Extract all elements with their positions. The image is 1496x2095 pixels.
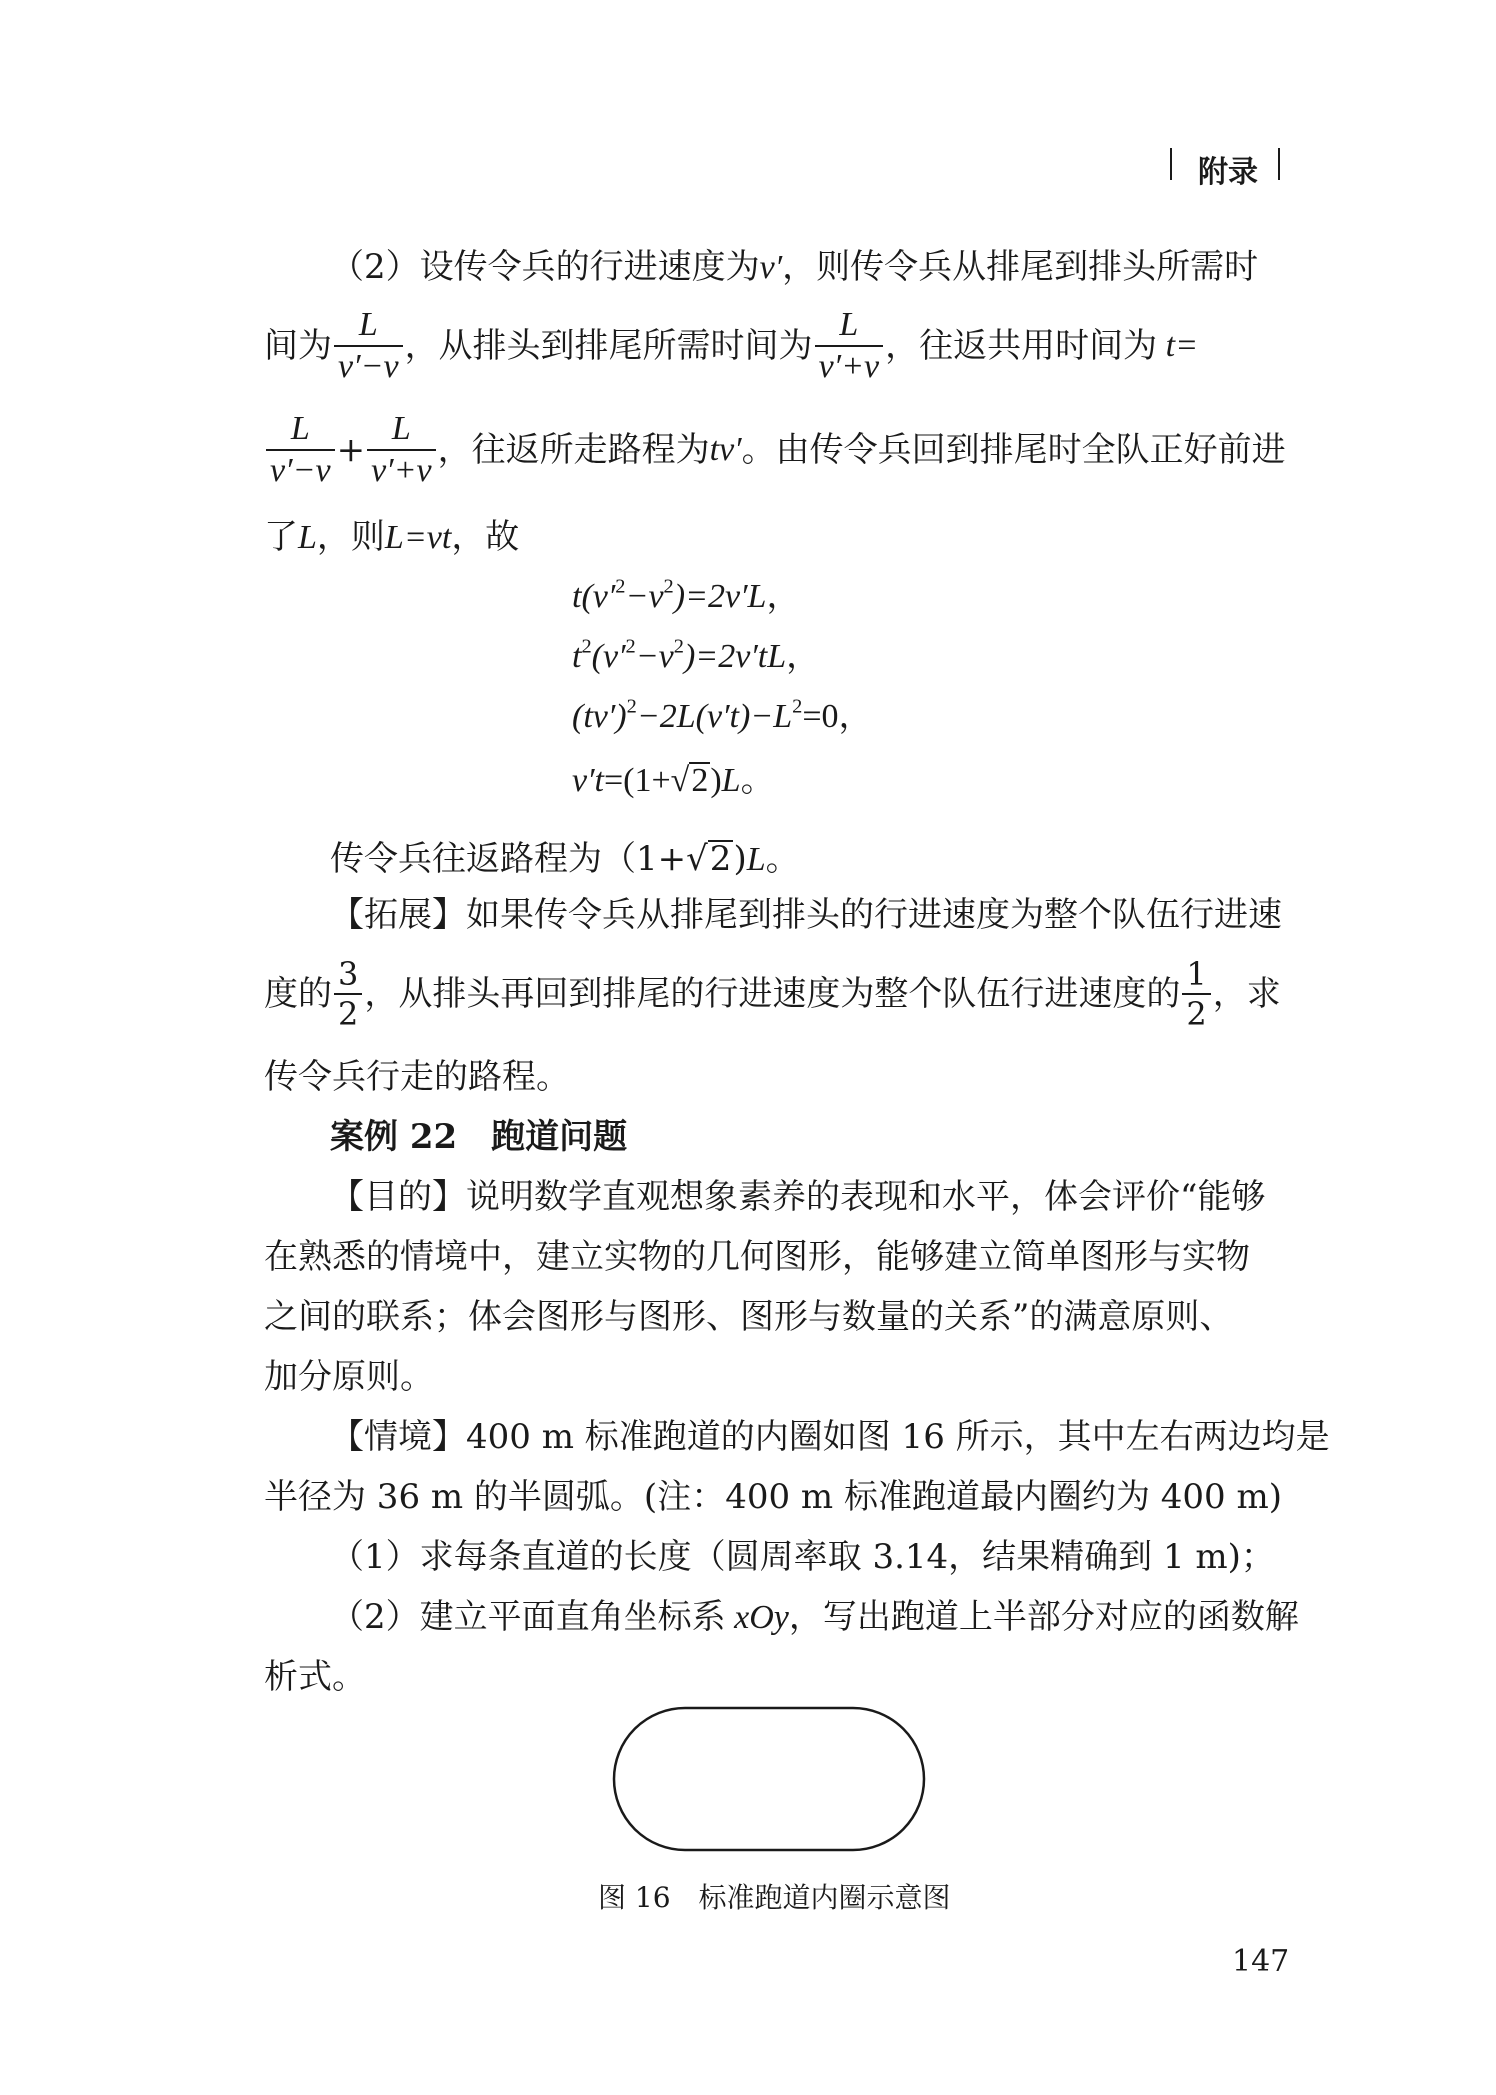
purpose-line4: 加分原则。 (264, 1357, 434, 1397)
figure-caption: 图 16 标准跑道内圈示意图 (598, 1881, 951, 1914)
fraction-1-over-2: $\frac{1}{2}$ (1182, 958, 1210, 1030)
extension-line2: 度的 $\frac{3}{2}$ ，从排头再回到排尾的行进速度为整个队伍行进速度的 $\frac{1}{2}$ ，求 (264, 955, 1281, 1033)
track-figure (600, 1700, 940, 1860)
equation-2: $t^2(v'^2-v^2)=2v'tL$， (572, 635, 821, 675)
math-t-equals: t= (1157, 327, 1199, 364)
equation-4: v′t=(1+√2)L。 (572, 762, 775, 799)
situation-line1: 【情境】400 m 标准跑道的内圈如图 16 所示，其中左右两边均是 (330, 1417, 1330, 1457)
fraction-L-over-vp-plus-v-2: $\frac{L}{v'+v}$ (367, 412, 436, 488)
track-inner-lane-shape (614, 1708, 924, 1850)
math-L-equals-vt: L=vt (384, 519, 452, 556)
case-title: 案例 22 跑道问题 (330, 1117, 628, 1157)
question-2-line1: （2）建立平面直角坐标系 xOy，写出跑道上半部分对应的函数解 (330, 1597, 1299, 1637)
purpose-line3: 之间的联系；体会图形与图形、图形与数量的关系”的满意原则、 (264, 1297, 1234, 1337)
fraction-L-over-vp-minus-v: $\frac{L}{v'-v}$ (334, 308, 403, 384)
para1-line3: $\frac{L}{v'-v}$ + $\frac{L}{v'+v}$ ，往返所走路程为tv′。由传令兵回到排尾时全队正好前进 (264, 412, 1286, 488)
para1-line1: （2）设传令兵的行进速度为v′，则传令兵从排尾到排头所需时 (330, 247, 1259, 287)
situation-line2: 半径为 36 m 的半圆弧。(注：400 m 标准跑道最内圈约为 400 m) (264, 1477, 1282, 1517)
math-xOy: xOy (725, 1599, 789, 1636)
header-section-title: 附录 (1198, 155, 1258, 190)
extension-line3: 传令兵行走的路程。 (264, 1057, 570, 1097)
math-L: L (298, 519, 317, 556)
fraction-3-over-2: $\frac{3}{2}$ (334, 958, 362, 1030)
page-number: 147 (1232, 1944, 1290, 1979)
equation-3: $(tv')^2-2L(v't)-L^2=0$， (572, 695, 873, 735)
math-tvp: tv′ (709, 431, 742, 468)
para1-line4: 了L，则L=vt，故 (264, 517, 520, 557)
purpose-line2: 在熟悉的情境中，建立实物的几何图形，能够建立简单图形与实物 (264, 1237, 1250, 1277)
extension-line1: 【拓展】如果传令兵从排尾到排头的行进速度为整个队伍行进速 (330, 895, 1282, 935)
conclusion-line: 传令兵往返路程为（1+√2)L。 (330, 839, 800, 879)
question-2-line2: 析式。 (264, 1657, 366, 1697)
purpose-line1: 【目的】说明数学直观想象素养的表现和水平，体会评价“能够 (330, 1177, 1266, 1217)
question-1: （1）求每条直道的长度（圆周率取 3.14，结果精确到 1 m)； (330, 1537, 1275, 1577)
header-right-rule (1278, 148, 1280, 180)
fraction-L-over-vp-minus-v-2: $\frac{L}{v'-v}$ (266, 412, 335, 488)
para1-line2: 间为 $\frac{L}{v'-v}$ ，从排头到排尾所需时间为 $\frac{L}{v'+v}$ ，往返共用时间为 t= (264, 306, 1199, 385)
header-left-rule (1170, 148, 1172, 180)
equation-1: $t(v'^2-v^2)=2v'L$， (572, 575, 801, 615)
math-v-prime: v′ (759, 249, 783, 286)
fraction-L-over-vp-plus-v: $\frac{L}{v'+v}$ (815, 308, 884, 384)
